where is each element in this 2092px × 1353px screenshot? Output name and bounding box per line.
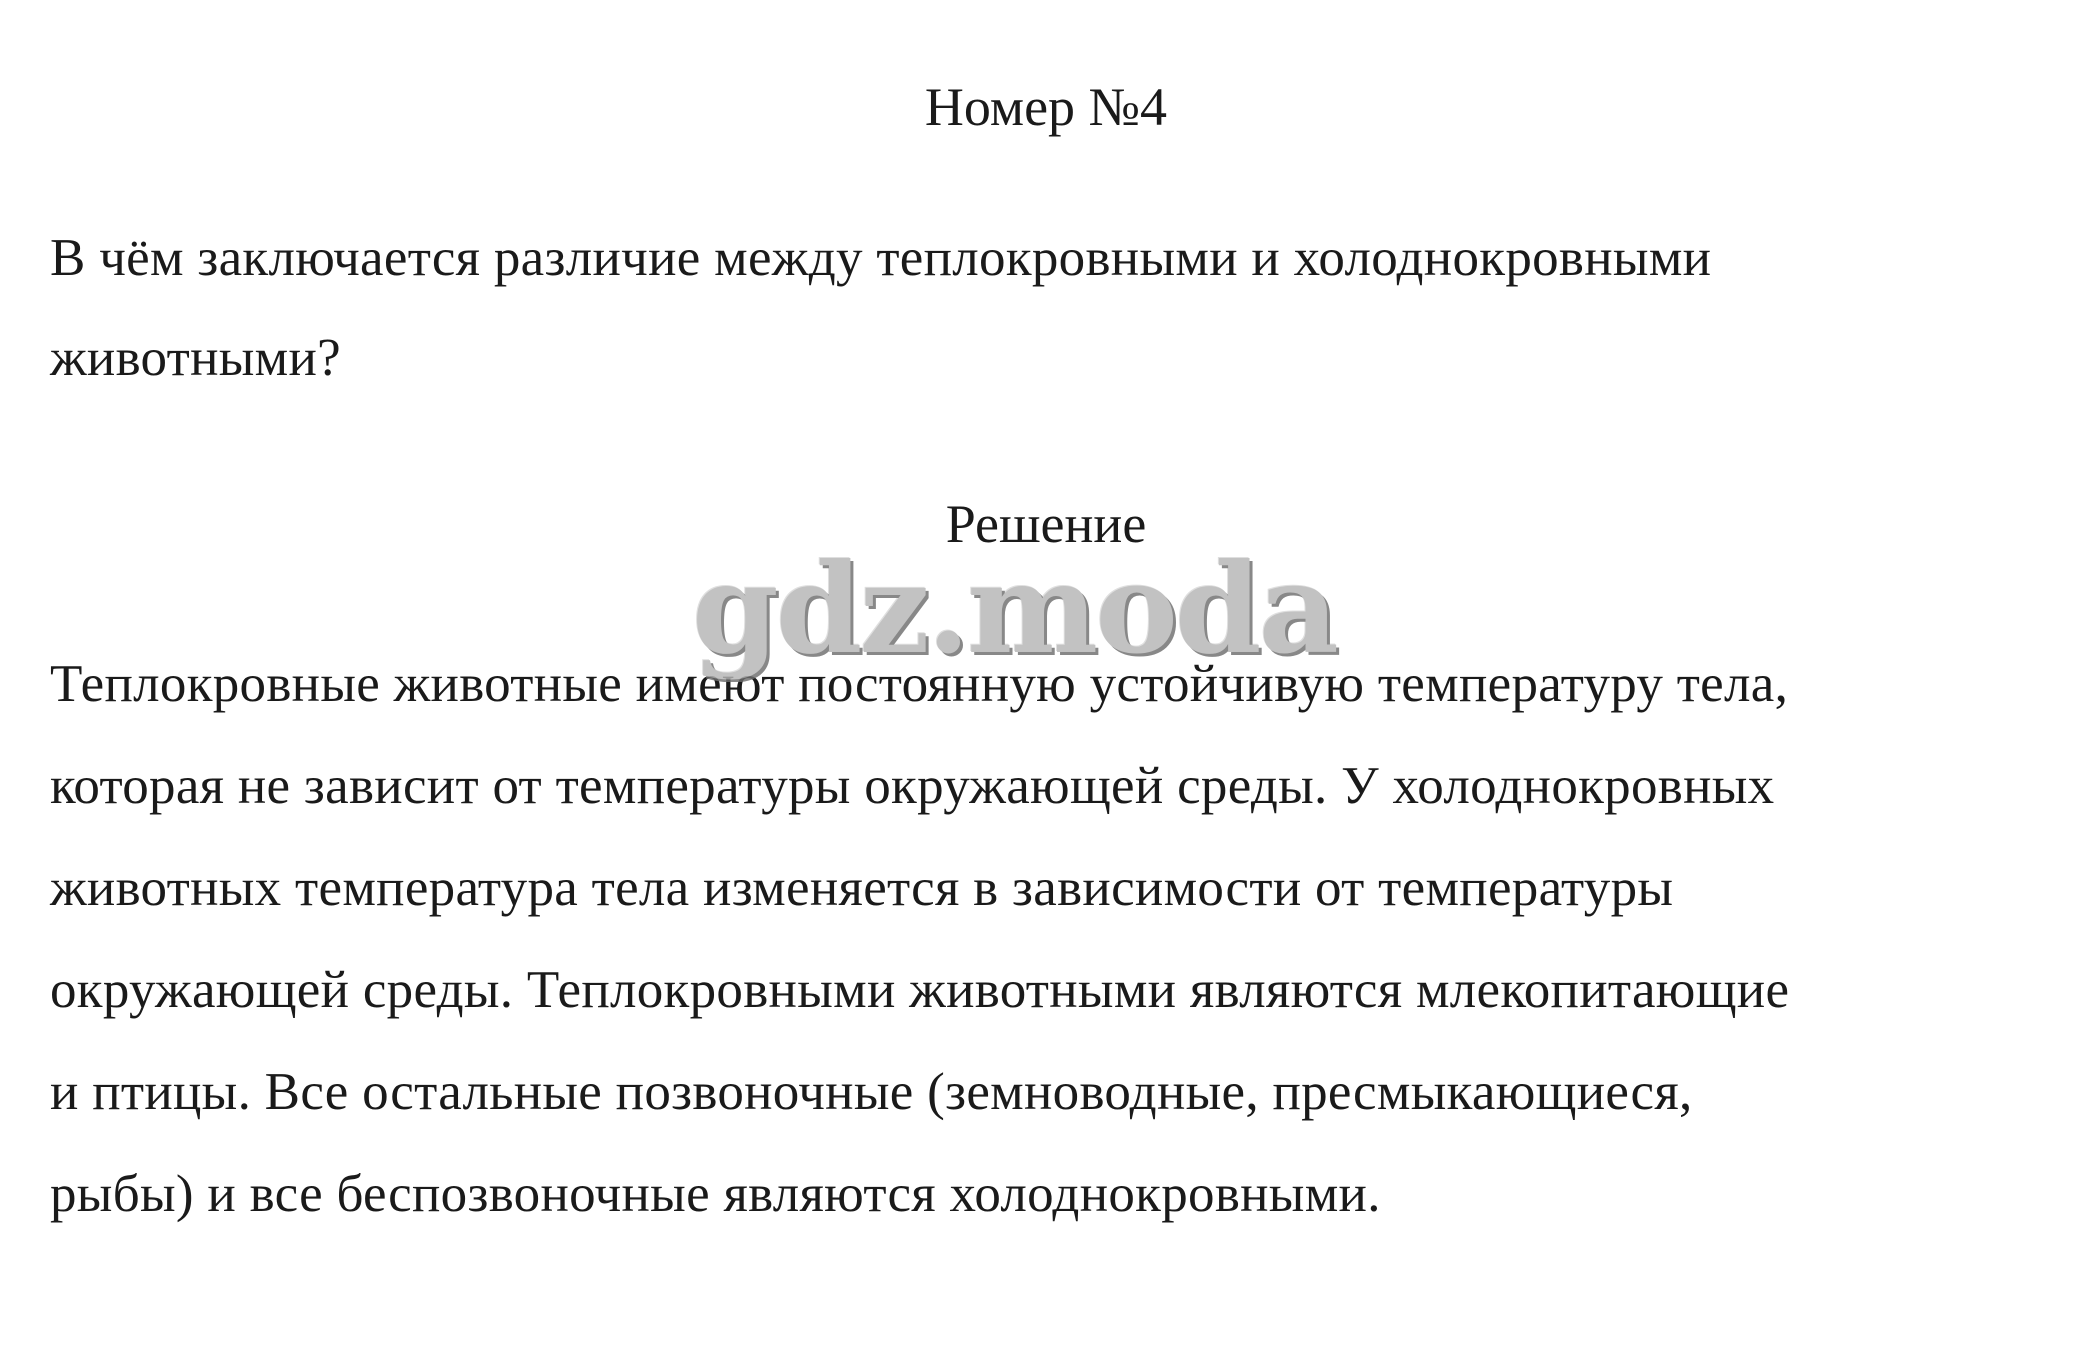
solution-line: рыбы) и все беспозвоночные являются холоднокровными. [50,1165,1381,1223]
solution-line: и птицы. Все остальные позвоночные (земноводные, пресмыкающиеся, [50,1063,1693,1121]
solution-heading: Решение [945,494,1147,554]
question-line: В чём заключается различие между теплокровными и холоднокровными [50,229,1712,287]
solution-line: Теплокровные животные имеют постоянную устойчивую температуру тела, [50,655,1789,713]
task-number-heading: Номер №4 [924,77,1168,137]
solution-line: окружающей среды. Теплокровными животными являются млекопитающие [50,961,1790,1019]
solution-line: которая не зависит от температуры окружающей среды. У холоднокровных [50,757,1775,815]
solution-line: животных температура тела изменяется в зависимости от температуры [50,859,1674,917]
watermark: gdz.moda [692,537,1336,682]
question-line: животными? [50,329,342,387]
